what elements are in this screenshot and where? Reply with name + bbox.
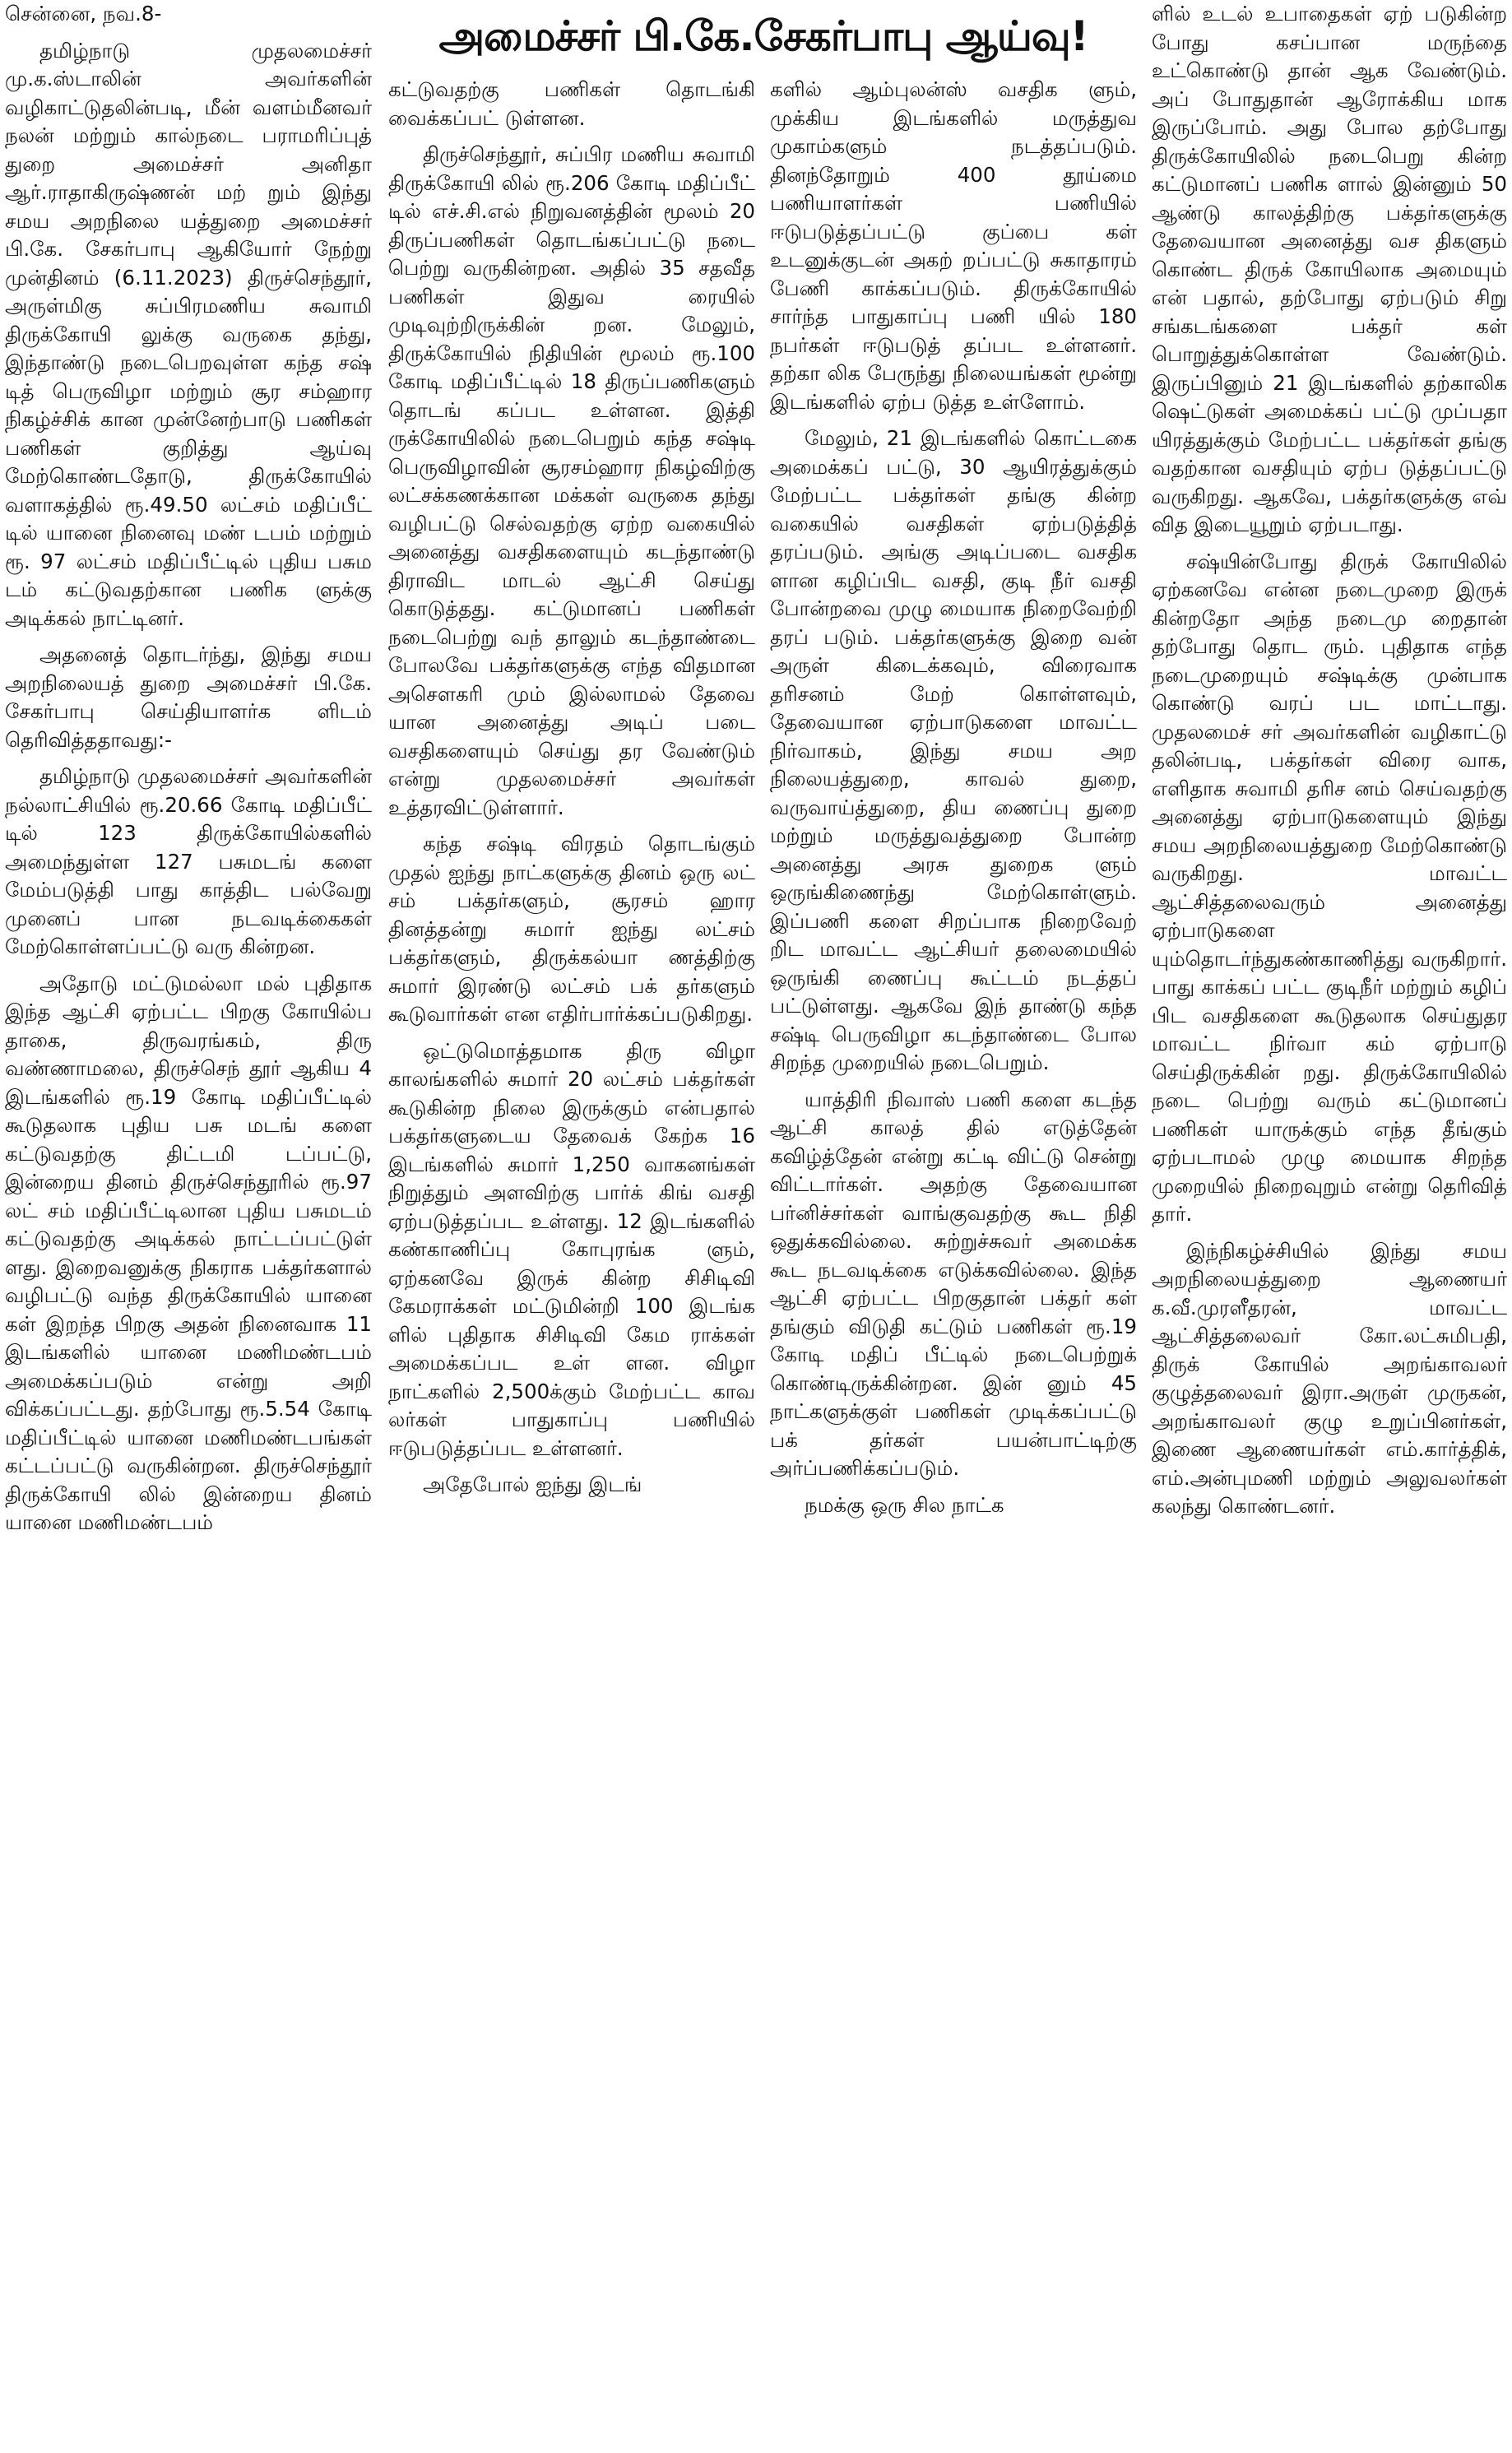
paragraph: கந்த சஷ்டி விரதம் தொடங்கும் முதல் ஐந்து நாட்களுக்கு தினம் ஒரு லட் சம் பக்தர்களும், சூரசம் ஹார தினத்தன்று சுமார் ஐந்து லட்சம் பக்தர்களும், திருக்கல்யா ணத்திற்கு சுமார் இரண்டு லட்சம் பக் தர்களும் கூடுவார்கள் என எதிர்பார்க்கப்படுகிறது. bbox=[388, 832, 755, 1026]
article-column-4 bbox=[1147, 0, 1512, 2453]
paragraph: சஷ்யின்போது திருக் கோயிலில் ஏற்கனவே என்ன நடைமுறை இருக் கின்றதோ அந்த நடைமு றைதான் தற்போது தொட ரும். புதிதாக எந்த நடைமுறையும் சஷ்டிக்கு முன்பாக கொண்டு வரப் பட மாட்டாது. முதலமைச் சர் அவர்களின் வழிகாட்டு தலின்படி, பக்தர்கள் விரை வாக, எளிதாக சுவாமி தரிச னம் செய்வதற்கு அனைத்து ஏற்பாடுகளையும் இந்து சமய அறநிலையத்துறை மேற்கொண்டு வருகிறது. மாவட்ட ஆட்சித்தலைவரும் அனைத்து ஏற்பாடுகளை யும்தொடர்ந்துகண்காணித்து வருகிறார். பாது காக்கப் பட்ட குடிநீர் மற்றும் கழிப் பிட வசதிகளை கூடுதலாக செய்துதர மாவட்ட நிர்வா கம் ஏற்பாடு செய்திருக்கின் றது. திருக்கோயிலில் நடை பெற்று வரும் கட்டுமானப் பணிகள் யாருக்கும் எந்த தீங்கும் ஏற்படாமல் முழு மையாக சிறந்த முறையில் நிறைவுறும் என்று தெரிவித் தார். bbox=[1152, 549, 1507, 1226]
dateline: சென்னை, நவ.8- bbox=[5, 2, 162, 26]
paragraph: அதனைத் தொடர்ந்து, இந்து சமய அறநிலையத் துறை அமைச்சர் பி.கே. சேகர்பாபு செய்தியாளர்க ளிடம் தெரிவித்ததாவது:- bbox=[5, 642, 372, 752]
paragraph: மேலும், 21 இடங்களில் கொட்டகை அமைக்கப் பட்டு, 30 ஆயிரத்துக்கும் மேற்பட்ட பக்தர்கள் தங்கு கின்ற வகையில் வசதிகள் ஏற்படுத்தித் தரப்படும். அங்கு அடிப்படை வசதிக ளான கழிப்பிட வசதி, குடி நீர் வசதி போன்றவை முழு மையாக நிறைவேற்றி தரப் படும். பக்தர்களுக்கு இறை வன் அருள் கிடைக்கவும், விரைவாக தரிசனம் மேற் கொள்ளவும், தேவையான ஏற்பாடுகளை மாவட்ட நிர்வாகம், இந்து சமய அற நிலையத்துறை, காவல் துறை, வருவாய்த்துறை, திய ணைப்பு துறை மற்றும் மருத்துவத்துறை போன்ற அனைத்து அரசு துறைக ளும் ஒருங்கிணைந்து மேற்கொள்ளும். இப்பணி களை சிறப்பாக நிறைவேற் றிட மாவட்ட ஆட்சியர் தலைமையில் ஒருங்கி ணைப்பு கூட்டம் நடத்தப் பட்டுள்ளது. ஆகவே இந் தாண்டு கந்த சஷ்டி பெருவிழா கடந்தாண்டை போல சிறந்த முறையில் நடைபெறும். bbox=[770, 426, 1137, 1074]
paragraph: கட்டுவதற்கு பணிகள் தொடங்கி வைக்கப்பட் டுள்ளன. bbox=[388, 77, 755, 130]
paragraph: இந்நிகழ்ச்சியில் இந்து சமய அறநிலையத்துறை ஆணையர் க.வீ.முரளீதரன், மாவட்ட ஆட்சித்தலைவர் கோ.லட்சுமிபதி, திருக் கோயில் அறங்காவலர் குழுத்தலைவர் இரா.அருள் முருகன், அறங்காவலர் குழு உறுப்பினர்கள், இணை ஆணையர்கள் எம்.கார்த்திக், எம்.அன்புமணி மற்றும் அலுவலர்கள் கலந்து கொண்டனர். bbox=[1152, 1238, 1507, 1518]
paragraph: தமிழ்நாடு முதலமைச்சர் மு.க.ஸ்டாலின் அவர்களின் வழிகாட்டுதலின்படி, மீன் வளம்மீனவர் நலன் மற்றும் கால்நடை பராமரிப்புத் துறை அமைச்சர் அனிதா ஆர்.ராதாகிருஷ்ணன் மற் றும் இந்து சமய அறநிலை யத்துறை அமைச்சர் பி.கே. சேகர்பாபு ஆகியோர் நேற்று முன்தினம் (6.11.2023) திருச்செந்தூர், அருள்மிகு சுப்பிரமணிய சுவாமி திருக்கோயி லுக்கு வருகை தந்து, இந்தாண்டு நடைபெறவுள்ள கந்த சஷ் டித் பெருவிழா மற்றும் சூர சம்ஹார நிகழ்ச்சிக் கான முன்னேற்பாடு பணிகள் பணிகள் குறித்து ஆய்வு மேற்கொண்டதோடு, திருக்கோயில் வளாகத்தில் ரூ.49.50 லட்சம் மதிப்பீட் டில் யானை நினைவு மண் டபம் மற்றும் ரூ. 97 லட்சம் மதிப்பீட்டில் புதிய பசும டம் கட்டுவதற்கான பணிக ளுக்கு அடிக்கல் நாட்டினர். bbox=[5, 38, 372, 630]
article-column-3 bbox=[765, 76, 1142, 2453]
paragraph: அதேபோல் ஐந்து இடங் bbox=[423, 1472, 642, 1496]
paragraph: தமிழ்நாடு முதலமைச்சர் அவர்களின் நல்லாட்சியில் ரூ.20.66 கோடி மதிப்பீட் டில் 123 திருக்கோயில்களில் அமைந்துள்ள 127 பசுமடங் களை மேம்படுத்தி பாது காத்திட பல்வேறு முனைப் பான நடவடிக்கைகள் மேற்கொள்ளப்பட்டு வரு கின்றன. bbox=[5, 764, 372, 958]
paragraph: ளில் உடல் உபாதைகள் ஏற் படுகின்ற போது கசப்பான மருந்தை உட்கொண்டு தான் ஆக வேண்டும். அப் போதுதான் ஆரோக்கிய மாக இருப்போம். அது போல தற்போது திருக்கோயிலில் நடைபெறு கின்ற கட்டுமானப் பணிக ளால் இன்னும் 50 ஆண்டு காலத்திற்கு பக்தர்களுக்கு தேவையான அனைத்து வச திகளும் கொண்ட திருக் கோயிலாக அமையும் என் பதால், தற்போது ஏற்படும் சிறு சங்கடங்களை பக்தர் கள் பொறுத்துக்கொள்ள வேண்டும். இருப்பினும் 21 இடங்களில் தற்காலிக ஷெட்டுகள் அமைக்கப் பட்டு முப்பதா யிரத்துக்கும் மேற்பட்ட பக்தர்கள் தங்கு வதற்கான வசதியும் ஏற்ப டுத்தப்பட்டு வருகிறது. ஆகவே, பக்தர்களுக்கு எவ் வித இடையூறும் ஏற்படாது. bbox=[1152, 2, 1507, 536]
paragraph: களில் ஆம்புலன்ஸ் வசதிக ளும், முக்கிய இடங்களில் மருத்துவ முகாம்களும் நடத்தப்படும். தினந்தோறும் 400 தூய்மை பணியாளர்கள் பணியில் ஈடுபடுத்தப்பட்டு குப்பை கள் உடனுக்குடன் அகற் றப்பட்டு சுகாதாரம் பேணி காக்கப்படும். திருக்கோயில் சார்ந்த பாதுகாப்பு பணி யில் 180 நபர்கள் ஈடுபடுத் தப்பட உள்ளனர். தற்கா லிக பேருந்து நிலையங்கள் மூன்று இடங்களில் ஏற்ப டுத்த உள்ளோம். bbox=[770, 77, 1137, 414]
paragraph: அதோடு மட்டுமல்லா மல் புதிதாக இந்த ஆட்சி ஏற்பட்ட பிறகு கோயில்ப தாகை, திருவரங்கம், திரு வண்ணாமலை, திருச்செந் தூர் ஆகிய 4 இடங்களில் ரூ.19 கோடி மதிப்பீட்டில் கூடுதலாக புதிய பசு மடங் களை கட்டுவதற்கு திட்டமி டப்பட்டு, இன்றைய தினம் திருச்செந்தூரில் ரூ.97 லட் சம் மதிப்பீட்டிலான புதிய பசுமடம் கட்டுவதற்கு அடிக்கல் நாட்டப்பட்டுள் ளது. இறைவனுக்கு நிகராக பக்தர்களால் வழிபட்டு வந்த திருக்கோயில் யானை கள் இறந்த பிறகு அதன் நினைவாக 11 இடங்களில் யானை மணிமண்டபம் அமைக்கப்படும் என்று அறி விக்கப்பட்டது. தற்போது ரூ.5.54 கோடி மதிப்பீட்டில் யானை மணிமண்டபங்கள் கட்டப்பட்டு வருகின்றன. திருச்செந்தூர் திருக்கோயி லில் இன்றைய தினம் யானை மணிமண்டபம் bbox=[5, 971, 372, 1534]
article-column-2 bbox=[383, 76, 760, 2453]
paragraph: ஒட்டுமொத்தமாக திரு விழா காலங்களில் சுமார் 20 லட்சம் பக்தர்கள் கூடுகின்ற நிலை இருக்கும் என்பதால் பக்தர்களுடைய தேவைக் கேற்க 16 இடங்களில் சுமார் 1,250 வாகனங்கள் நிறுத்தும் அளவிற்கு பார்க் கிங் வசதி ஏற்படுத்தப்பட உள்ளது. 12 இடங்களில் கண்காணிப்பு கோபுரங்க ளும், ஏற்கனவே இருக் கின்ற சிசிடிவி கேமராக்கள் மட்டுமின்றி 100 இடங்க ளில் புதிதாக சிசிடிவி கேம ராக்கள் அமைக்கப்பட உள் ளன. விழா நாட்களில் 2,500க்கும் மேற்பட்ட காவ லர்கள் பாதுகாப்பு பணியில் ஈடுபடுத்தப்பட உள்ளனர். bbox=[388, 1038, 755, 1460]
paragraph: நமக்கு ஒரு சில நாட்க bbox=[805, 1492, 1004, 1517]
article-column-1 bbox=[0, 0, 377, 2453]
paragraph: திருச்செந்தூர், சுப்பிர மணிய சுவாமி திருக்கோயி லில் ரூ.206 கோடி மதிப்பீட் டில் எச்.சி.எல் நிறுவனத்தின் மூலம் 20 திருப்பணிகள் தொடங்கப்பட்டு நடை பெற்று வருகின்றன. அதில் 35 சதவீத பணிகள் இதுவ ரையில் முடிவுற்றிருக்கின் றன. மேலும், திருக்கோயில் நிதியின் மூலம் ரூ.100 கோடி மதிப்பீட்டில் 18 திருப்பணிகளும் தொடங் கப்பட உள்ளன. இத்தி ருக்கோயிலில் நடைபெறும் கந்த சஷ்டி பெருவிழாவின் சூரசம்ஹார நிகழ்விற்கு லட்சக்கணக்கான மக்கள் வருகை தந்து வழிபட்டு செல்வதற்கு ஏற்ற வகையில் அனைத்து வசதிகளையும் கடந்தாண்டு திராவிட மாடல் ஆட்சி செய்து கொடுத்தது. கட்டுமானப் பணிகள் நடைபெற்று வந் தாலும் கடந்தாண்டை போலவே பக்தர்களுக்கு எந்த விதமான அசௌகரி மும் இல்லாமல் தேவை யான அனைத்து அடிப் படை வசதிகளையும் செய்து தர வேண்டும் என்று முதலமைச்சர் அவர்கள் உத்தரவிட்டுள்ளார். bbox=[388, 142, 755, 819]
paragraph: யாத்திரி நிவாஸ் பணி களை கடந்த ஆட்சி காலத் தில் எடுத்தேன் கவிழ்த்தேன் என்று கட்டி விட்டு சென்று விட்டார்கள். அதற்கு தேவையான பர்னிச்சர்கள் வாங்குவதற்கு கூட நிதி ஒதுக்கவில்லை. சுற்றுச்சுவர் அமைக்க கூட நடவடிக்கை எடுக்கவில்லை. இந்த ஆட்சி ஏற்பட்ட பிறகுதான் பக்தர் கள் தங்கும் விடுதி கட்டும் பணிகள் ரூ.19 கோடி மதிப் பீட்டில் நடைபெற்றுக் கொண்டிருக்கின்றன. இன் னும் 45 நாட்களுக்குள் பணிகள் முடிக்கப்பட்டு பக் தர்கள் பயன்பாட்டிற்கு அர்ப்பணிக்கப்படும். bbox=[770, 1087, 1137, 1480]
headline: அமைச்சர் பி.கே.சேகர்பாபு ஆய்வு! bbox=[438, 12, 1088, 60]
